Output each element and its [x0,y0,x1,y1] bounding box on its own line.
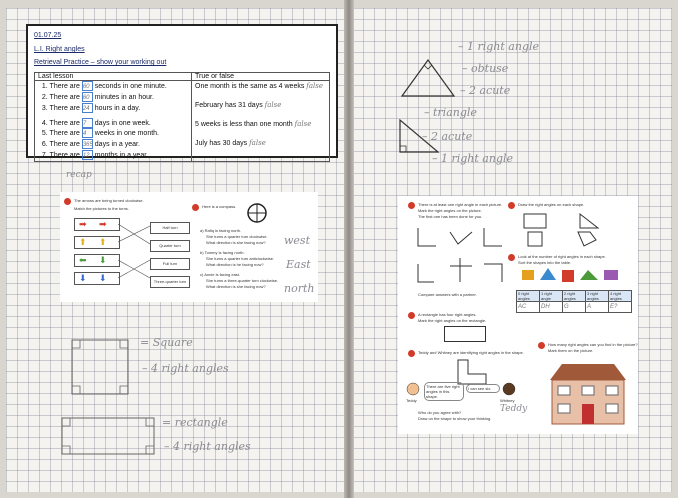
q2-badge [192,204,199,211]
ws2-q3-badge [508,254,515,261]
whitney-avatar [502,382,516,396]
ws2-compare: Compare answers with a partner. [418,292,477,297]
hw-recap: recap [66,170,92,180]
last-lesson-row: 2. There are 60 minutes in an hour. [38,93,154,101]
ws1-q2b3: What direction is he facing now? [206,262,264,267]
sort-table-answer: G [563,302,586,313]
sort-table-answer: AC [517,302,540,313]
answer-box [82,81,93,91]
answer-text: 60 [82,94,90,101]
isosceles-triangle-drawing [398,56,458,100]
sort-table-header: 2 right angles [563,291,586,302]
col-last-lesson: Last lesson [35,73,192,81]
last-lesson-cell [35,81,192,162]
ws1-q2-title: Here is a compass. [202,204,237,209]
lesson-header-sheet [26,24,338,158]
answer-box [82,150,93,160]
ws2-q3: Look at the number of right angles in each shape. [518,254,606,259]
ws2-q1: There is at least one right angle in each picture. [418,202,503,207]
last-lesson-row: 1. There are 60 seconds in one minute. [38,82,167,90]
sort-table-header: 3 right angles [586,291,609,302]
square-drawing [68,336,132,398]
q1-badge [64,198,71,205]
ws1-q2c2: She turns a three-quarter turn clockwise. [206,278,279,283]
ws2-agree-b: Draw on the shape to show your thinking. [418,416,492,421]
true-false-answer: false [294,120,312,128]
ws2-q6: How many right angles can you find in the picture? [548,342,638,347]
arrow-pair-1: ➡ ➡ [74,218,120,231]
house-picture [546,362,630,426]
true-false-row: February has 31 days false [195,101,282,109]
answer-text: 12 [82,153,90,160]
ws1-q2b: b) Tommy is facing north. [200,250,245,255]
rectangle-drawing [58,414,158,458]
ws1-q2c3: What direction is she facing now? [206,284,266,289]
coloured-shapes [518,266,628,288]
hw-square: = Square [140,336,193,349]
turn-three-quarter: Three-quarter turn [150,276,190,288]
ws2-q2-badge [508,202,515,209]
angle-pictures [410,224,506,288]
sort-table [516,290,632,313]
teddy-avatar [406,382,420,396]
ws1-q2c: c) Annie is facing east. [200,272,241,277]
ws1-q1-sub: Match the pictures to the turns. [74,206,129,211]
hw-east: East [286,258,311,271]
answer-box [82,118,93,128]
whitney-label: Whitney [500,398,515,403]
hw-triangle: – triangle [424,106,477,119]
turn-quarter: Quarter turn [150,240,190,252]
right-angles-worksheet [398,196,638,434]
answer-box [82,92,93,102]
answer-box [82,103,93,113]
arrow-pair-3: ⬅ ⬇ [74,254,120,267]
answer-text: 7 [82,120,87,127]
retrieval-practice-title: Retrieval Practice – show your working out [34,59,167,66]
retrieval-table [34,72,330,162]
true-false-row: July has 30 days false [195,139,266,147]
ws2-q1c: The first one has been done for you. [418,214,483,219]
draw-shapes [520,210,610,248]
ws2-q1b: Mark the right angles on the picture. [418,208,482,213]
last-lesson-row: 6. There are 365 days in a year. [38,141,140,149]
true-false-answer: false [306,82,324,90]
ws2-rectangle [444,326,486,342]
hw-square-angles: – 4 right angles [142,362,229,375]
lesson-date: 01.07.25 [34,32,62,39]
ws1-q1-title: The arrows are being turned clockwise. [74,198,144,203]
answer-box [82,128,93,138]
ws2-q1-badge [408,202,415,209]
teddy-label: Teddy [406,398,417,403]
hw-rect-angles: – 4 right angles [164,440,251,453]
last-lesson-row: 3. There are 24 hours in a day. [38,104,141,112]
last-lesson-row: 4. There are 7 days in one week. [38,119,151,127]
true-false-cell [192,81,330,162]
hw-right-angle-1: – 1 right angle [458,40,540,53]
turn-full: Full turn [150,258,190,270]
col-true-false: True or false [192,73,330,81]
hw-1-right-angle: – 1 right angle [432,152,514,165]
ws1-q2b2: She turns a quarter turn anticlockwise. [206,256,275,261]
ws1-q2a3: What direction is she facing now? [206,240,266,245]
true-false-answer: false [264,101,282,109]
ws2-q3b: Sort the shapes into the table. [518,260,572,265]
answer-text: 60 [82,84,90,90]
matching-lines [118,222,150,286]
sort-table-header: 0 right angles [517,291,540,302]
ws2-q4: A rectangle has four right angles. [418,312,477,317]
ws2-q5: Teddy and Whitney are identifying right angles in the shape. [418,350,524,355]
ws2-q5-badge [408,350,415,357]
ws2-q6-badge [538,342,545,349]
sort-table-header: 4 right angles [609,291,632,302]
compass-icon [246,202,268,224]
ws1-q2a: a) Rafiq is facing north. [200,228,242,233]
sort-table-answer: DH [540,302,563,313]
hw-2-acute-b: – 2 acute [422,130,473,143]
sort-table-header: 1 right angle [540,291,563,302]
sort-table-answer: A [586,302,609,313]
hw-west: west [284,234,310,247]
answer-text: 365 [82,142,93,149]
answer-text: 4 [82,131,87,138]
hw-teddy: Teddy [500,404,528,414]
last-lesson-row: 7. There are 12 months in a year. [38,151,149,160]
hw-north: north [284,282,315,295]
turn-half: Half turn [150,222,190,234]
answer-text: 24 [82,105,90,112]
ws2-q2: Draw the right angles on each shape. [518,202,585,207]
teddy-speech: There are five right angles in this shape. [424,382,464,401]
hw-2-acute: – 2 acute [460,84,511,97]
ws2-q4b: Mark the right angles on the rectangle. [418,318,487,323]
arrow-pair-4: ⬇ ⬇ [74,272,120,285]
hw-rectangle: = rectangle [162,416,228,429]
true-false-row: 5 weeks is less than one month false [195,120,312,128]
turns-worksheet [60,192,318,302]
hw-obtuse: – obtuse [462,62,509,75]
arrow-pair-2: ⬆ ⬆ [74,236,120,249]
ws2-agree: Who do you agree with? [418,410,462,415]
last-lesson-row: 5. There are 4 weeks in one month. [38,130,159,138]
true-false-answer: false [249,139,266,147]
answer-box [82,139,93,149]
ws1-q2a2: She turns a quarter turn clockwise. [206,234,268,239]
ws2-q4-badge [408,312,415,319]
learning-intention: L.I. Right angles [34,46,85,53]
book-spine [344,0,354,498]
true-false-row: One month is the same as 4 weeks false [195,82,324,90]
sort-table-answer: E? [609,302,632,313]
ws2-q6b: Mark them on the picture. [548,348,594,353]
whitney-speech: I can see six. [466,384,500,393]
